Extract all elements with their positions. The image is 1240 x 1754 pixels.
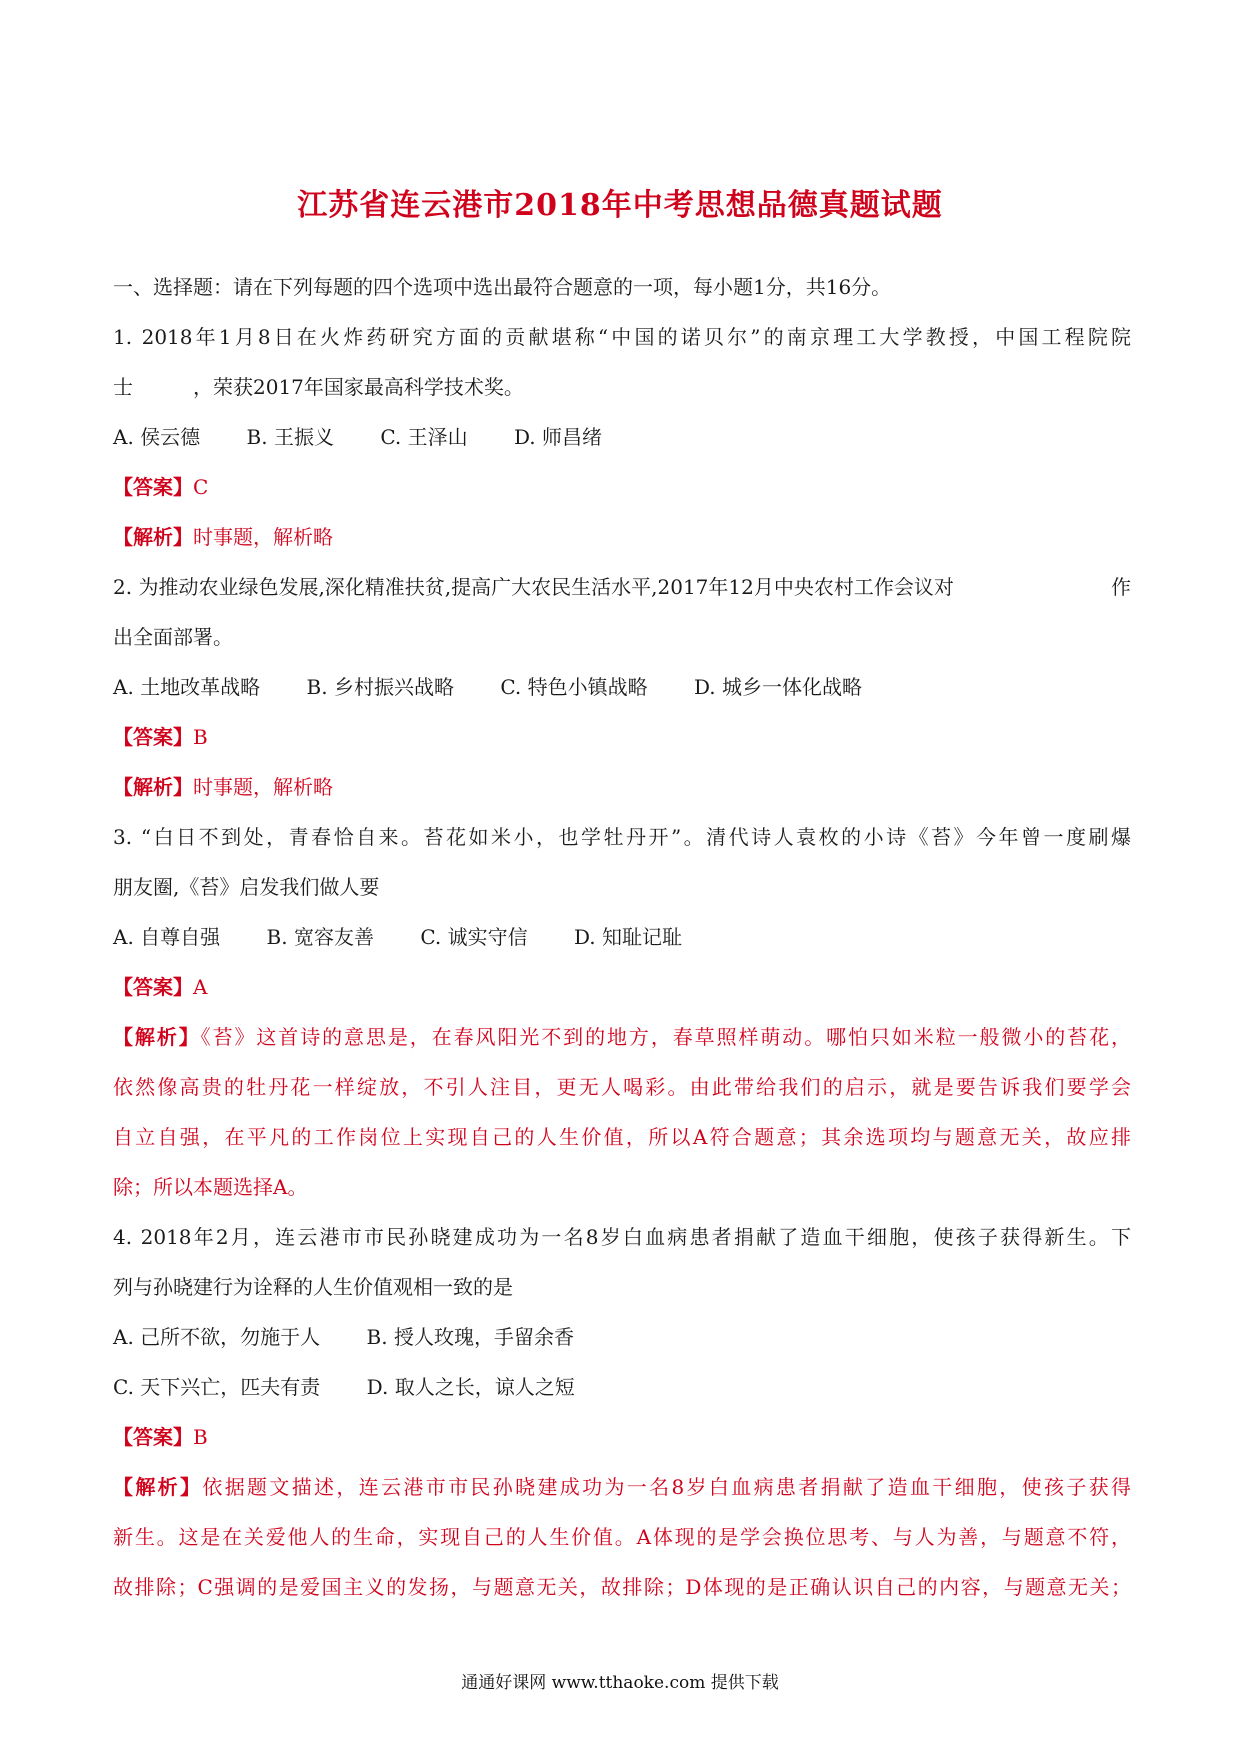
q4-option-c: C. 天下兴亡，匹夫有责 xyxy=(113,1375,321,1399)
q2-option-c: C. 特色小镇战略 xyxy=(500,675,648,699)
analysis-label: 【解析】 xyxy=(113,525,193,549)
page-title: 江苏省连云港市2018年中考思想品德真题试题 xyxy=(297,188,943,223)
answer-label: 【答案】 xyxy=(113,975,193,999)
q2-line1 xyxy=(113,562,1131,612)
q4-answer-value: B xyxy=(193,1425,208,1449)
answer-label: 【答案】 xyxy=(113,475,193,499)
q2-option-b: B. 乡村振兴战略 xyxy=(306,675,454,699)
q4-option-d: D. 取人之长，谅人之短 xyxy=(366,1375,575,1399)
q1-line2-start: 士 xyxy=(113,375,133,399)
q3-line1: 3. “白日不到处，青春恰自来。苔花如米小，也学牡丹开”。清代诗人袁枚的小诗《苔》今年曾一度刷爆 xyxy=(113,825,1131,849)
exam-content xyxy=(113,262,1131,1612)
q2-line1-end: 作 xyxy=(1111,575,1131,599)
q4-option-b: B. 授人玫瑰，手留余香 xyxy=(366,1325,574,1349)
q2-answer-value: B xyxy=(193,725,208,749)
q3-answer-value: A xyxy=(193,975,208,999)
q2-line1-start: 2. 为推动农业绿色发展,深化精准扶贫,提高广大农民生活水平,2017年12月中央农村工作会议对 xyxy=(113,575,954,599)
answer-label: 【答案】 xyxy=(113,1425,193,1449)
analysis-label: 【解析】 xyxy=(113,775,193,799)
q2-analysis xyxy=(113,762,1131,812)
q1-answer xyxy=(113,462,1131,512)
q1-option-b: B. 王振义 xyxy=(246,425,334,449)
q3-answer xyxy=(113,962,1131,1012)
q4-options-row2 xyxy=(113,1362,1131,1412)
q3-analysis-line4: 除；所以本题选择A。 xyxy=(113,1175,308,1199)
q4-analysis-text-1: 依据题文描述，连云港市市民孙晓建成功为一名8岁白血病患者捐献了造血干细胞，使孩子获得 xyxy=(202,1475,1131,1499)
q3-option-a: A. 自尊自强 xyxy=(113,925,221,949)
q4-line2: 列与孙晓建行为诠释的人生价值观相一致的是 xyxy=(113,1275,513,1299)
q3-analysis-line1 xyxy=(113,1012,1131,1062)
q1-option-c: C. 王泽山 xyxy=(380,425,468,449)
q4-answer xyxy=(113,1412,1131,1462)
q4-analysis-line2: 新生。这是在关爱他人的生命，实现自己的人生价值。A体现的是学会换位思考、与人为善，与题意不符， xyxy=(113,1525,1131,1549)
q2-answer xyxy=(113,712,1131,762)
q3-line2: 朋友圈,《苔》启发我们做人要 xyxy=(113,875,380,899)
page-footer: 通通好课网 www.tthaoke.com 提供下载 xyxy=(461,1673,779,1693)
q4-line1: 4. 2018年2月，连云港市市民孙晓建成功为一名8岁白血病患者捐献了造血干细胞，使孩子获得新生。下 xyxy=(113,1225,1131,1249)
analysis-label: 【解析】 xyxy=(113,1025,201,1049)
q2-option-a: A. 土地改革战略 xyxy=(113,675,261,699)
q3-option-c: C. 诚实守信 xyxy=(420,925,528,949)
q1-answer-value: C xyxy=(193,475,209,499)
q1-analysis-text: 时事题，解析略 xyxy=(193,525,333,549)
q2-options xyxy=(113,662,1131,712)
q3-analysis-line2: 依然像高贵的牡丹花一样绽放，不引人注目，更无人喝彩。由此带给我们的启示，就是要告诉我们要学会 xyxy=(113,1075,1131,1099)
q3-analysis-text-1: 《苔》这首诗的意思是，在春风阳光不到的地方，春草照样萌动。哪怕只如米粒一般微小的苔花， xyxy=(200,1025,1132,1049)
q1-analysis xyxy=(113,512,1131,562)
q2-analysis-text: 时事题，解析略 xyxy=(193,775,333,799)
q2-option-d: D. 城乡一体化战略 xyxy=(693,675,863,699)
q1-option-d: D. 师昌绪 xyxy=(513,425,603,449)
answer-label: 【答案】 xyxy=(113,725,193,749)
q3-options xyxy=(113,912,1131,962)
q3-analysis-line3: 自立自强，在平凡的工作岗位上实现自己的人生价值，所以A符合题意；其余选项均与题意无关，故应排 xyxy=(113,1125,1131,1149)
q1-line2-end: ，荣获2017年国家最高科学技术奖。 xyxy=(193,375,524,399)
q1-options xyxy=(113,412,1131,462)
q1-line1: 1. 2018年1月8日在火炸药研究方面的贡献堪称“中国的诺贝尔”的南京理工大学教授，中国工程院院 xyxy=(113,325,1131,349)
q4-analysis-line1 xyxy=(113,1462,1131,1512)
q1-option-a: A. 侯云德 xyxy=(113,425,201,449)
q3-option-b: B. 宽容友善 xyxy=(266,925,374,949)
q4-option-a: A. 己所不欲，勿施于人 xyxy=(113,1325,321,1349)
q3-option-d: D. 知耻记耻 xyxy=(573,925,683,949)
analysis-label: 【解析】 xyxy=(113,1475,203,1499)
q4-options-row1 xyxy=(113,1312,1131,1362)
q4-analysis-line3: 故排除；C强调的是爱国主义的发扬，与题意无关，故排除；D体现的是正确认识自己的内容，与题意无关； xyxy=(113,1575,1131,1599)
section-heading: 一、选择题：请在下列每题的四个选项中选出最符合题意的一项，每小题1分，共16分。 xyxy=(113,275,892,299)
q1-line2 xyxy=(113,362,1131,412)
q2-line2: 出全面部署。 xyxy=(113,625,233,649)
